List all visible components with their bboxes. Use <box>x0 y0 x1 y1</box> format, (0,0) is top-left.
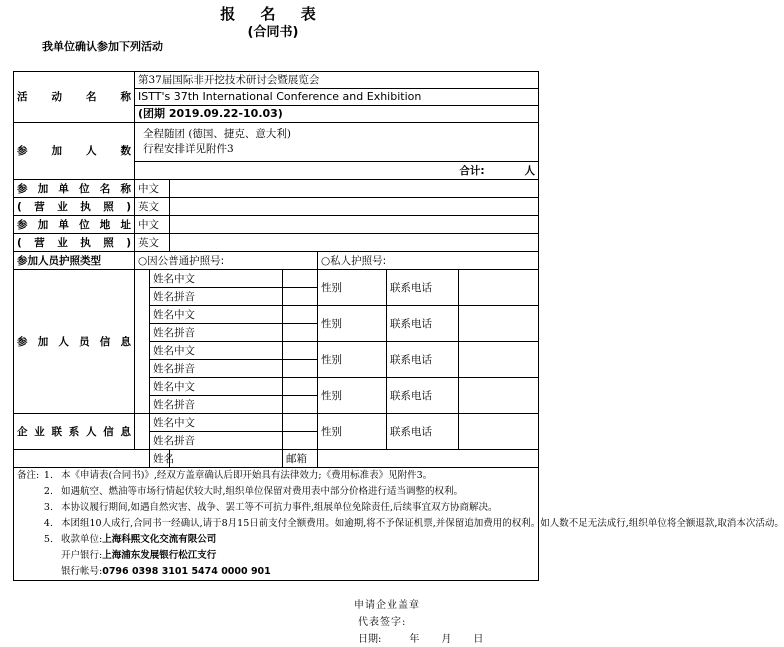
org-name-en-field[interactable] <box>170 198 539 216</box>
note-5-num: 5. <box>43 534 53 545</box>
participant-1-name-cn-label: 姓名中文 <box>150 270 283 288</box>
org-addr-license-label: (营业执照) <box>14 234 135 252</box>
note-1-num: 1. <box>43 470 53 481</box>
participant-4-name-py-field[interactable] <box>283 396 318 414</box>
passport-private-option[interactable]: ○私人护照号: <box>318 252 539 270</box>
contact-email-field[interactable] <box>318 450 539 468</box>
contact-name-cn-label: 姓名中文 <box>150 414 283 432</box>
note-2-num: 2. <box>43 486 53 497</box>
contact-gender-label: 性别 <box>318 414 387 450</box>
bank-body <box>61 548 535 564</box>
participant-4-gender-label: 性别 <box>318 378 387 414</box>
org-addr-label: 参加单位地址 <box>14 216 135 234</box>
account-row <box>17 564 535 580</box>
date-line <box>358 630 483 645</box>
contact-phone-field[interactable] <box>459 414 539 450</box>
activity-label: 活 动 名 称 <box>14 72 135 123</box>
date-year: 年 <box>409 634 420 645</box>
bank-name: 上海浦东发展银行松江支行 <box>102 550 217 561</box>
activity-name-en: ISTT's 37th International Conference and Exhibition <box>135 89 539 106</box>
org-name-en-label: 英文 <box>135 198 170 216</box>
participants-label: 参 加 人 数 <box>14 123 135 180</box>
participant-1-name-py-field[interactable] <box>283 288 318 306</box>
org-addr-cn-field[interactable] <box>170 216 539 234</box>
participant-4-phone-label: 联系电话 <box>387 378 459 414</box>
participant-2-name-py-field[interactable] <box>283 324 318 342</box>
activity-name-cn: 第37届国际非开挖技术研讨会暨展览会 <box>135 72 539 89</box>
contact-name-py-label: 姓名拼音 <box>150 432 283 450</box>
bank-label: 开户银行: <box>61 550 103 561</box>
participant-info-label: 参 加 人 员 信 息 <box>14 270 135 414</box>
contact-info-spacer <box>135 414 150 450</box>
participant-2-name-py-label: 姓名拼音 <box>150 324 283 342</box>
participants-total[interactable] <box>135 162 539 180</box>
contact-name-py-field[interactable] <box>283 432 318 450</box>
participant-2-gender-label: 性别 <box>318 306 387 342</box>
representative-signature-label: 代表签字: <box>358 617 407 628</box>
bank-indent <box>17 548 61 564</box>
contact-info-label: 企 业 联 系 人 信 息 <box>14 414 135 450</box>
note-2-text: 如遇航空、燃油等市场行情起伏较大时,组织单位保留对费用表中部分价格进行适当调整的权利。 <box>61 486 464 497</box>
note-3 <box>17 500 535 516</box>
contact-spacer-left <box>14 450 150 468</box>
contact-name-label: 姓名 <box>150 450 170 468</box>
participant-4-name-cn-label: 姓名中文 <box>150 378 283 396</box>
note-4 <box>17 516 784 532</box>
contact-phone-label: 联系电话 <box>387 414 459 450</box>
org-addr-en-field[interactable] <box>170 234 539 252</box>
total-label: 合计: <box>459 164 485 177</box>
payee-label: 收款单位: <box>61 534 103 545</box>
participant-3-name-py-label: 姓名拼音 <box>150 360 283 378</box>
form-title: 报 名 表 <box>220 5 326 23</box>
note-3-num: 3. <box>43 502 53 513</box>
participant-3-name-cn-label: 姓名中文 <box>150 342 283 360</box>
bank-row <box>17 548 535 564</box>
form-subtitle: (合同书) <box>247 25 299 40</box>
participants-line1: 全程随团 (德国、捷克、意大利) <box>143 128 292 140</box>
participant-2-phone-label: 联系电话 <box>387 306 459 342</box>
org-name-license-label: (营业执照) <box>14 198 135 216</box>
participant-1-name-cn-field[interactable] <box>283 270 318 288</box>
account-number: 0796 0398 3101 5474 0000 901 <box>102 566 271 577</box>
account-body <box>61 564 535 580</box>
note-4-num: 4. <box>43 518 53 529</box>
payee-name: 上海科熙文化交流有限公司 <box>102 534 217 545</box>
participant-2-phone-field[interactable] <box>459 306 539 342</box>
participant-2-name-cn-label: 姓名中文 <box>150 306 283 324</box>
passport-public-option[interactable]: ○因公普通护照号: <box>135 252 318 270</box>
participant-4-name-cn-field[interactable] <box>283 378 318 396</box>
account-indent <box>17 564 61 580</box>
date-day: 日 <box>473 634 484 645</box>
participant-4-phone-field[interactable] <box>459 378 539 414</box>
org-name-label: 参加单位名称 <box>14 180 135 198</box>
participant-4-name-py-label: 姓名拼音 <box>150 396 283 414</box>
note-5-body <box>61 532 535 548</box>
contact-name-cn-field[interactable] <box>283 414 318 432</box>
note-3-text: 本协议履行期间,如遇自然灾害、战争、罢工等不可抗力事件,组展单位免除责任,后续事宜双方协商解决。 <box>61 502 498 513</box>
participant-1-gender-label: 性别 <box>318 270 387 306</box>
participant-3-phone-field[interactable] <box>459 342 539 378</box>
passport-label: 参加人员护照类型 <box>14 252 135 270</box>
note-5 <box>17 532 535 548</box>
contact-email-label: 邮箱 <box>283 450 318 468</box>
date-label: 日期: <box>358 634 382 645</box>
participant-2-name-cn-field[interactable] <box>283 306 318 324</box>
contact-name-field[interactable] <box>170 450 283 468</box>
participant-3-phone-label: 联系电话 <box>387 342 459 378</box>
note-4-text: 本团组10人成行,合同书一经确认,请于8月15日前支付全额费用。如逾期,将不予保证机票,并保留追加费用的权利。如人数不足无法成行,组织单位将全额退款,取消本次活动。 <box>61 518 784 529</box>
participant-info-spacer <box>135 270 150 414</box>
notes-section <box>14 468 784 581</box>
participants-detail <box>135 123 539 162</box>
participants-line2: 行程安排详见附件3 <box>143 143 234 155</box>
participant-3-gender-label: 性别 <box>318 342 387 378</box>
registration-form-table <box>13 71 784 581</box>
org-name-cn-label: 中文 <box>135 180 170 198</box>
participant-1-phone-field[interactable] <box>459 270 539 306</box>
org-addr-en-label: 英文 <box>135 234 170 252</box>
account-label: 银行帐号: <box>61 566 103 577</box>
note-2 <box>17 484 535 500</box>
notes-prefix: 备注: <box>17 470 40 481</box>
participant-1-name-py-label: 姓名拼音 <box>150 288 283 306</box>
company-stamp-label: 申请企业盖章 <box>354 600 420 611</box>
participant-3-name-cn-field[interactable] <box>283 342 318 360</box>
participant-3-name-py-field[interactable] <box>283 360 318 378</box>
date-month: 月 <box>441 634 452 645</box>
total-unit: 人 <box>524 164 536 177</box>
org-name-cn-field[interactable] <box>170 180 539 198</box>
org-addr-cn-label: 中文 <box>135 216 170 234</box>
participant-1-phone-label: 联系电话 <box>387 270 459 306</box>
activity-dates: (团期 2019.09.22-10.03) <box>135 106 539 123</box>
note-1 <box>17 468 535 484</box>
intro-text: 我单位确认参加下列活动 <box>42 40 163 53</box>
note-1-text: 本《申请表(合同书)》,经双方盖章确认后即开始具有法律效力;《费用标准表》见附件3。 <box>61 470 433 481</box>
